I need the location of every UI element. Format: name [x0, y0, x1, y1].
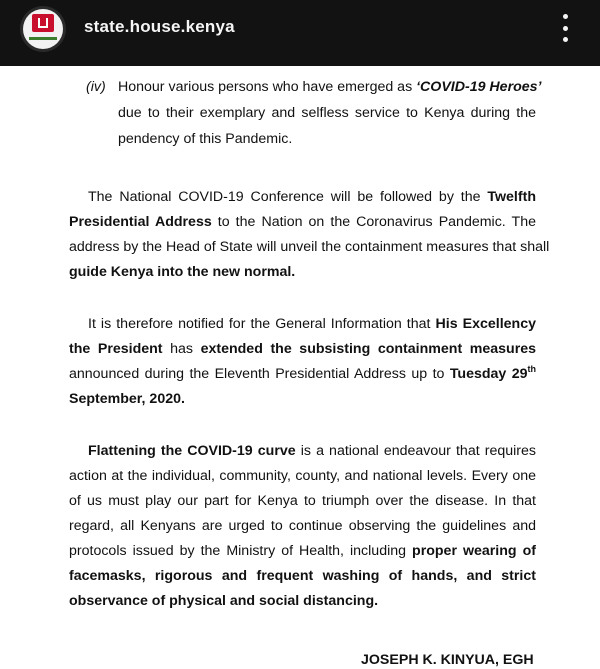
item-iv-line-2: due to their exemplary and selfless service to Kenya during the [118, 105, 536, 121]
p2-line-3: announced during the Eleventh Presidential Address up to Tuesday 29th [69, 364, 537, 382]
item-iv-line-3: pendency of this Pandemic. [118, 131, 293, 147]
p3-line-4: regard, all Kenyans are urged to continue observing the guidelines and [69, 518, 536, 534]
p1-line-1: The National COVID-19 Conference will be followed by the Twelfth [88, 189, 536, 205]
state-house-logo-icon [23, 9, 63, 49]
p3-line-6: facemasks, rigorous and frequent washing of hands, and strict [69, 568, 536, 584]
list-marker-iv: (iv) [86, 79, 106, 95]
press-statement-document [0, 66, 600, 668]
p3-line-5: protocols issued by the Ministry of Health, including proper wearing of [69, 543, 536, 559]
p3-line-2: action at the individual, community, county, and national levels. Every one [69, 468, 536, 484]
p2-line-1: It is therefore notified for the General Information that His Excellency [88, 316, 536, 332]
signatory-name: JOSEPH K. KINYUA, EGH [361, 652, 534, 668]
p1-line-4: guide Kenya into the new normal. [69, 264, 296, 280]
account-username[interactable]: state.house.kenya [84, 17, 235, 36]
item-iv-line-1: Honour various persons who have emerged as ‘COVID-19 Heroes’ [118, 79, 542, 95]
p1-line-2: Presidential Address to the Nation on the Coronavirus Pandemic. The [69, 214, 536, 230]
post-header [0, 0, 600, 66]
profile-avatar[interactable] [20, 6, 66, 52]
p3-line-1: Flattening the COVID-19 curve is a national endeavour that requires [88, 443, 536, 459]
p3-line-3: of us must play our part for Kenya to triumph over the disease. In that [69, 493, 536, 509]
more-vertical-icon[interactable] [558, 14, 572, 42]
p1-line-3: address by the Head of State will unveil the containment measures that shall [69, 239, 550, 255]
p3-line-7: observance of physical and social distancing. [69, 593, 379, 609]
p2-line-2: the President has extended the subsisting containment measures [69, 341, 537, 357]
p2-line-4: September, 2020. [69, 391, 185, 407]
